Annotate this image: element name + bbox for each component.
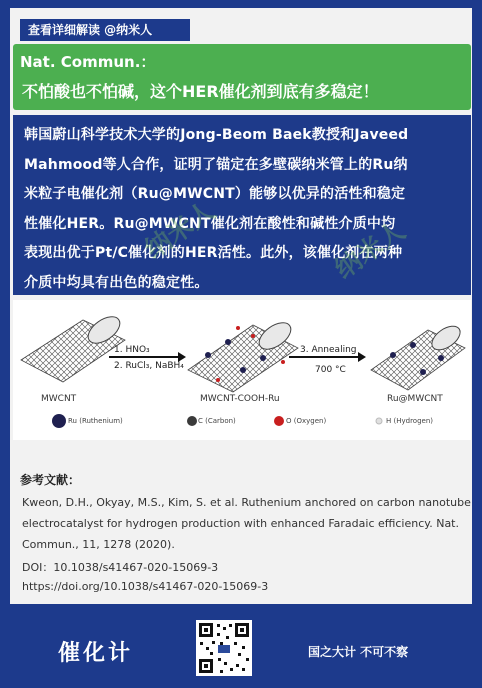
summary-line: 表现出优于Pt/C催化剂的HER活性。此外，该催化剂在两种	[24, 245, 403, 261]
footer-slogan: 国之大计 不可不察	[308, 645, 409, 659]
carbon-legend-icon	[187, 416, 197, 426]
watermark: 纳米人	[329, 215, 411, 286]
ru-legend-icon	[52, 414, 66, 428]
watermark: 纳米人	[139, 195, 221, 266]
mwcnt-label: MWCNT	[41, 394, 77, 404]
doi-text: DOI：10.1038/s41467-020-15069-3	[22, 561, 219, 574]
step-2-reagent: 2. RuCl₃, NaBH₄	[114, 361, 184, 371]
legend-oxygen: O (Oxygen)	[286, 417, 327, 425]
mwcnt-tube	[21, 311, 125, 382]
legend-ru: Ru (Ruthenium)	[68, 417, 123, 425]
reference-line: Kweon, D.H., Okyay, M.S., Kim, S. et al. Ruthenium anchored on carbon nanotube	[22, 496, 471, 509]
hydrogen-legend-icon	[376, 418, 382, 424]
mwcnt-cooh-ru-tube	[188, 317, 298, 392]
doi-link[interactable]: https://doi.org/10.1038/s41467-020-15069-3	[22, 580, 269, 593]
annealing-temperature: 700 °C	[315, 365, 346, 375]
qr-code-icon	[196, 620, 252, 676]
legend-carbon: C (Carbon)	[198, 417, 236, 425]
reference-line: Commun., 11, 1278 (2020).	[22, 538, 175, 551]
summary-text	[24, 121, 464, 298]
ru-mwcnt-tube	[371, 321, 465, 390]
oxygen-legend-icon	[274, 416, 284, 426]
summary-line: Mahmood等人合作，证明了锚定在多壁碳纳米管上的Ru纳	[24, 156, 408, 173]
qr-code[interactable]	[196, 620, 252, 676]
legend-hydrogen: H (Hydrogen)	[386, 417, 433, 425]
reference-line: electrocatalyst for hydrogen production with enhanced Faradaic efficiency. Nat.	[22, 517, 459, 530]
view-details-tag[interactable]: 查看详细解读 @纳米人	[20, 19, 190, 41]
brand-name: 催化计	[58, 641, 134, 666]
summary-line: 性催化HER。Ru@MWCNT催化剂在酸性和碱性介质中均	[24, 215, 396, 232]
summary-line: 韩国蔚山科学技术大学的Jong-Beom Baek教授和Javeed	[24, 127, 409, 143]
references-title: 参考文献：	[20, 473, 81, 487]
annealing-step: 3. Annealing	[300, 345, 357, 355]
summary-line: 介质中均具有出色的稳定性。	[24, 274, 209, 291]
ru-mwcnt-label: Ru@MWCNT	[387, 394, 443, 404]
mwcnt-cooh-ru-label: MWCNT-COOH-Ru	[200, 394, 280, 404]
journal-name: Nat. Commun.：	[20, 53, 156, 71]
step-1-reagent: 1. HNO₃	[114, 345, 150, 355]
headline: 不怕酸也不怕碱，这个HER催化剂到底有多稳定！	[22, 82, 379, 101]
summary-line: 米粒子电催化剂（Ru@MWCNT）能够以优异的活性和稳定	[24, 186, 406, 202]
